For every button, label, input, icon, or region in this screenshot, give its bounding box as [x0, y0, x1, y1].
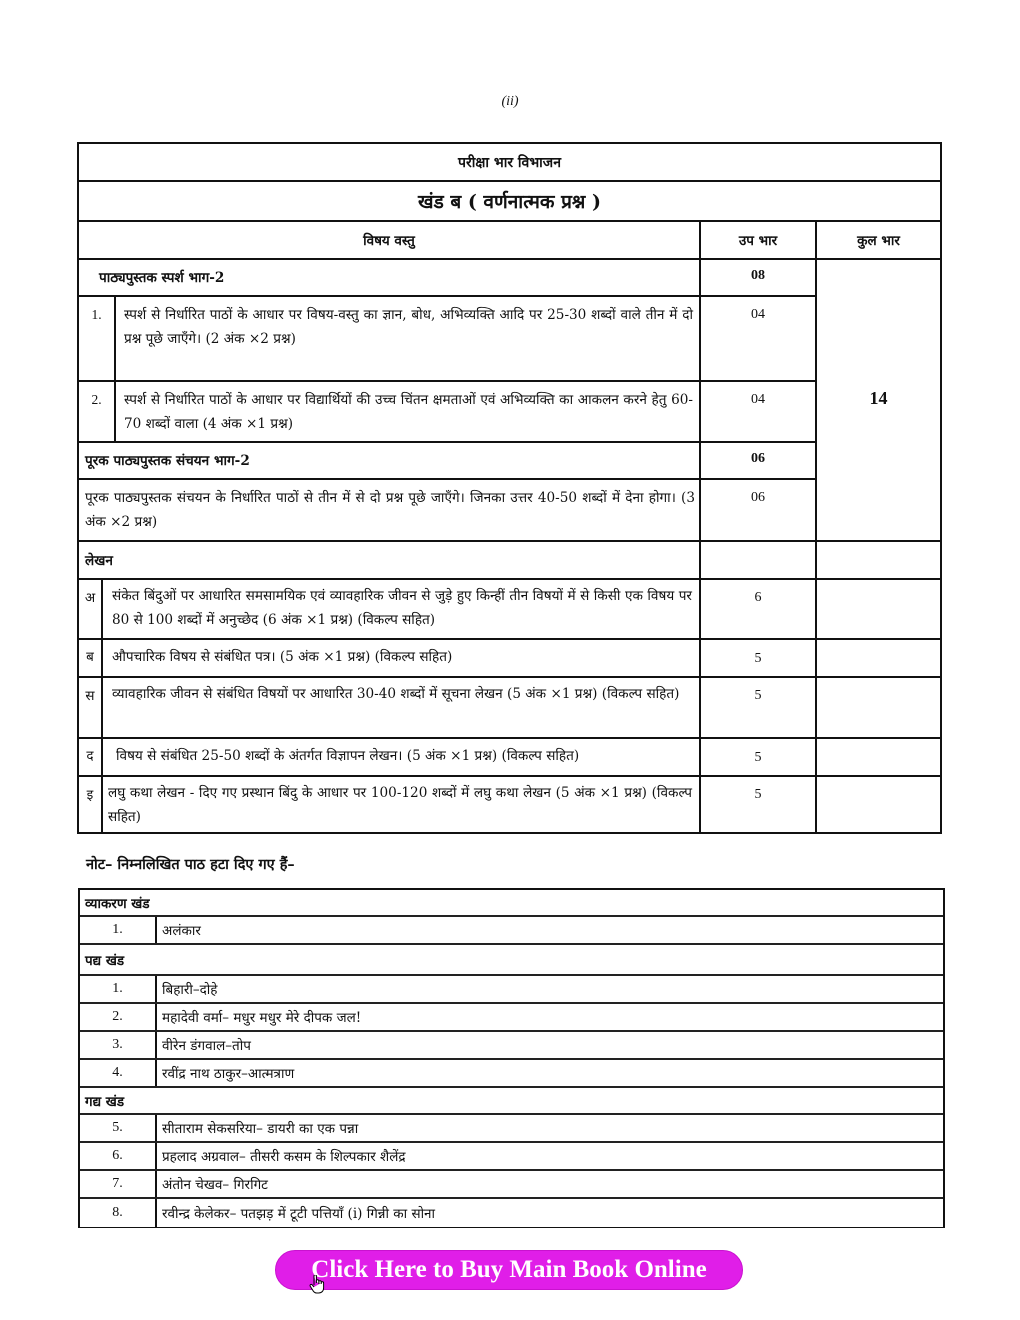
removed-lessons-note: नोट– निम्नलिखित पाठ हटा दिए गए हैं– [86, 856, 295, 873]
table-row [79, 777, 701, 834]
header-sub-weight: उप भार [701, 222, 817, 260]
section-vyakaran: व्याकरण खंड [80, 890, 943, 917]
group-title-sparsh: पाठ्यपुस्तक स्पर्श भाग-2 [79, 260, 701, 297]
list-item [80, 1060, 943, 1088]
row-text: व्यावहारिक जीवन से संबंधित विषयों पर आधारित 30-40 शब्दों में सूचना लेखन (5 अंक ×1 प्रश्न) (विकल्प सहित) [112, 686, 680, 702]
row-text: पूरक पाठ्यपुस्तक संचयन के निर्धारित पाठों से तीन में से दो प्रश्न पूछे जाएँगे। जिनका उत्तर 40-50 शब्दों में देना होगा। (3 अंक ×2 प्रश्न) [79, 480, 701, 542]
item-label: प्रहलाद अग्रवाल– तीसरी कसम के शिल्पकार शैलेंद्र [162, 1149, 406, 1165]
table-title: परीक्षा भार विभाजन [79, 144, 940, 182]
table-row [79, 297, 701, 382]
header-content: विषय वस्तु [79, 222, 701, 260]
total-weight-cell [817, 542, 940, 580]
item-label: महादेवी वर्मा– मधुर मधुर मेरे दीपक जल! [162, 1010, 362, 1026]
item-number: 6. [80, 1143, 157, 1169]
row-text: औपचारिक विषय से संबंधित पत्र। (5 अंक ×1 प्रश्न) (विकल्प सहित) [112, 649, 453, 665]
item-label: रवीन्द्र केलेकर– पतझड़ में टूटी पत्तियाँ (i) गिन्नी का सोना [162, 1206, 436, 1222]
group-weight-lekhan [701, 542, 817, 580]
row-index: इ [79, 777, 103, 834]
row-index: 1. [79, 297, 116, 380]
row-index: स [79, 678, 103, 737]
item-label: सीताराम सेकसरिया– डायरी का एक पन्ना [162, 1121, 359, 1137]
item-number: 2. [80, 1004, 157, 1030]
exam-weight-table [77, 142, 942, 834]
row-weight: 04 [701, 297, 817, 382]
row-text: विषय से संबंधित 25-50 शब्दों के अंतर्गत विज्ञापन लेखन। (5 अंक ×1 प्रश्न) (विकल्प सहित) [116, 748, 580, 764]
table-row [79, 678, 701, 739]
row-weight: 5 [701, 678, 817, 739]
total-weight-cell [817, 678, 940, 739]
item-label: बिहारी–दोहे [162, 982, 218, 998]
row-weight: 04 [701, 382, 817, 443]
item-number: 4. [80, 1060, 157, 1086]
row-text: स्पर्श से निर्धारित पाठों के आधार पर विषय-वस्तु का ज्ञान, बोध, अभिव्यक्ति आदि पर 25-30 शब्दों वाले तीन में दो प्रश्न पूछे जाएँगे। (2 अंक ×2 प्रश्न) [124, 307, 693, 347]
row-index: 2. [79, 382, 116, 441]
row-text: संकेत बिंदुओं पर आधारित समसामयिक एवं व्यावहारिक जीवन से जुड़े हुए किन्हीं तीन विषयों में से किसी एक विषय पर 80 से 100 शब्दों में अनुच्छेद (6 अंक ×1 प्रश्न) (विकल्प सहित) [112, 588, 692, 628]
row-index: अ [79, 580, 103, 638]
list-item [80, 1199, 943, 1227]
item-number: 5. [80, 1115, 157, 1141]
list-item [80, 1171, 943, 1199]
group-title-lekhan: लेखन [79, 542, 701, 580]
total-weight-cell [817, 739, 940, 777]
total-weight-merged: 14 [817, 260, 940, 542]
page-number: (ii) [501, 94, 519, 109]
item-label: रवींद्र नाथ ठाकुर–आत्मत्राण [162, 1066, 295, 1082]
row-weight: 5 [701, 640, 817, 678]
table-row [79, 739, 701, 777]
row-weight: 5 [701, 739, 817, 777]
item-number: 7. [80, 1171, 157, 1197]
list-item [80, 1115, 943, 1143]
row-weight: 5 [701, 777, 817, 834]
row-weight: 6 [701, 580, 817, 640]
row-index: द [79, 739, 103, 775]
section-title: खंड ब ( वर्णनात्मक प्रश्न ) [79, 182, 940, 222]
list-item [80, 1032, 943, 1060]
group-weight-sanchayan: 06 [701, 443, 817, 480]
item-label: वीरेन डंगवाल–तोप [162, 1038, 251, 1054]
table-row [79, 640, 701, 678]
section-padya: पद्य खंड [80, 945, 943, 976]
row-text: स्पर्श से निर्धारित पाठों के आधार पर विद्यार्थियों की उच्च चिंतन क्षमताओं एवं अभिव्यक्ति का आकलन करने हेतु 60-70 शब्दों वाला (4 अंक ×1 प्रश्न) [124, 392, 693, 432]
item-number: 1. [80, 917, 157, 943]
row-text: लघु कथा लेखन - दिए गए प्रस्थान बिंदु के आधार पर 100-120 शब्दों में लघु कथा लेखन (5 अंक ×1 प्रश्न) (विकल्प सहित) [108, 785, 692, 825]
total-weight-cell [817, 777, 940, 834]
buy-book-button[interactable]: Click Here to Buy Main Book Online [275, 1250, 743, 1290]
list-item [80, 917, 943, 945]
removed-lessons-table [78, 888, 945, 1228]
list-item [80, 1004, 943, 1032]
item-number: 1. [80, 976, 157, 1002]
row-index: ब [79, 640, 103, 676]
list-item [80, 976, 943, 1004]
header-total-weight: कुल भार [817, 222, 940, 260]
row-weight: 06 [701, 480, 817, 542]
item-number: 3. [80, 1032, 157, 1058]
item-label: अलंकार [162, 923, 201, 939]
item-label: अंतोन चेखव– गिरगिट [162, 1177, 268, 1193]
item-number: 8. [80, 1199, 157, 1227]
table-row [79, 382, 701, 443]
section-gadya: गद्य खंड [80, 1088, 943, 1115]
table-row [79, 580, 701, 640]
hand-pointer-icon [309, 1275, 325, 1295]
group-title-sanchayan: पूरक पाठ्यपुस्तक संचयन भाग-2 [79, 443, 701, 480]
total-weight-cell [817, 640, 940, 678]
list-item [80, 1143, 943, 1171]
total-weight-cell [817, 580, 940, 640]
group-weight-sparsh: 08 [701, 260, 817, 297]
